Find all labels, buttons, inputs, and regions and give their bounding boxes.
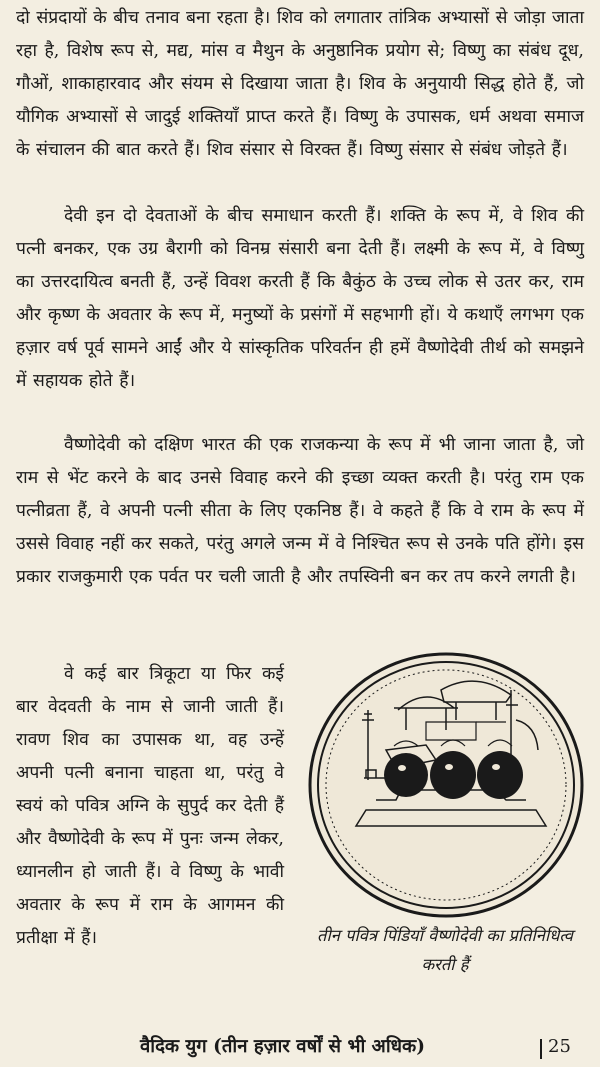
running-footer-title: वैदिक युग (तीन हज़ार वर्षों से भी अधिक): [140, 1036, 425, 1057]
figure-caption: तीन पवित्र पिंडियाँ वैष्णोदेवी का प्रतिनिधित्व करती हैं: [317, 926, 573, 974]
coin-with-three-pindis-icon: [306, 650, 586, 920]
paragraph-1: दो संप्रदायों के बीच तनाव बना रहता है। शिव को लगातार तांत्रिक अभ्यासों से जोड़ा जाता रहा है, विशेष रूप से, मद्य, मांस व मैथुन के अनुष्ठानिक प्रयोग से; विष्णु का संबंध दूध, गौओं, शाकाहारवाद और संयम से दिखाया जाता है। शिव के अनुयायी सिद्ध होते हैं, जो यौगिक अभ्यासों से जादुई शक्तियाँ प्राप्त करते हैं। विष्णु के उपासक, धर्म अथवा समाज के संचालन की बात करते हैं। शिव संसार से विरक्त हैं। विष्णु संसार से संबंध जोड़ते हैं।: [16, 8, 584, 160]
paragraph-4: वे कई बार त्रिकूटा या फिर कई बार वेदवती के नाम से जानी जाती हैं। रावण शिव का उपासक था, वह उन्हें अपनी पत्नी बनाना चाहता था, परंतु वे स्वयं को पवित्र अग्नि के सुपुर्द कर देती हैं और वैष्णोदेवी के रूप में पुनः जन्म लेकर, ध्यानलीन हो जाती हैं। वे विष्णु के भावी अवतार के रूप में राम के आगमन की प्रतीक्षा में हैं।: [16, 664, 284, 948]
paragraph-3: वैष्णोदेवी को दक्षिण भारत की एक राजकन्या के रूप में भी जाना जाता है, जो राम से भेंट करने के बाद उनसे विवाह करने की इच्छा व्यक्त करती है। परंतु राम एक पत्नीव्रता हैं, वे अपनी पत्नी सीता के लिए एकनिष्ठ हैं। वे कहते हैं कि वे राम के रूप में उससे विवाह नहीं कर सकते, परंतु अगले जन्म में वे निश्चित रूप से उनके पति होंगे। इस प्रकार राजकुमारी एक पर्वत पर चली जाती है और तपस्विनी बन कर तप करने लगती है।: [16, 435, 584, 587]
page-footer: [0, 1032, 600, 1066]
coin-figure: [306, 650, 586, 920]
paragraph-2: देवी इन दो देवताओं के बीच समाधान करती हैं। शक्ति के रूप में, वे शिव की पत्नी बनकर, एक उग्र बैरागी को विनम्र संसारी बना देती हैं। लक्ष्मी के रूप में, वे विष्णु का उत्तरदायित्व बनती हैं, उन्हें विवश करती हैं कि बैकुंठ के उच्च लोक से उतर कर, राम और कृष्ण के अवतार के रूप में, मनुष्यों के प्रसंगों में सहभागी हों। ये कथाएँ लगभग एक हज़ार वर्ष पूर्व सामने आईं और ये सांस्कृतिक परिवर्तन ही हमें वैष्णोदेवी तीर्थ को समझने में सहायक होते हैं।: [16, 206, 584, 391]
footer-divider: [540, 1039, 542, 1059]
page-number: 25: [548, 1036, 571, 1057]
